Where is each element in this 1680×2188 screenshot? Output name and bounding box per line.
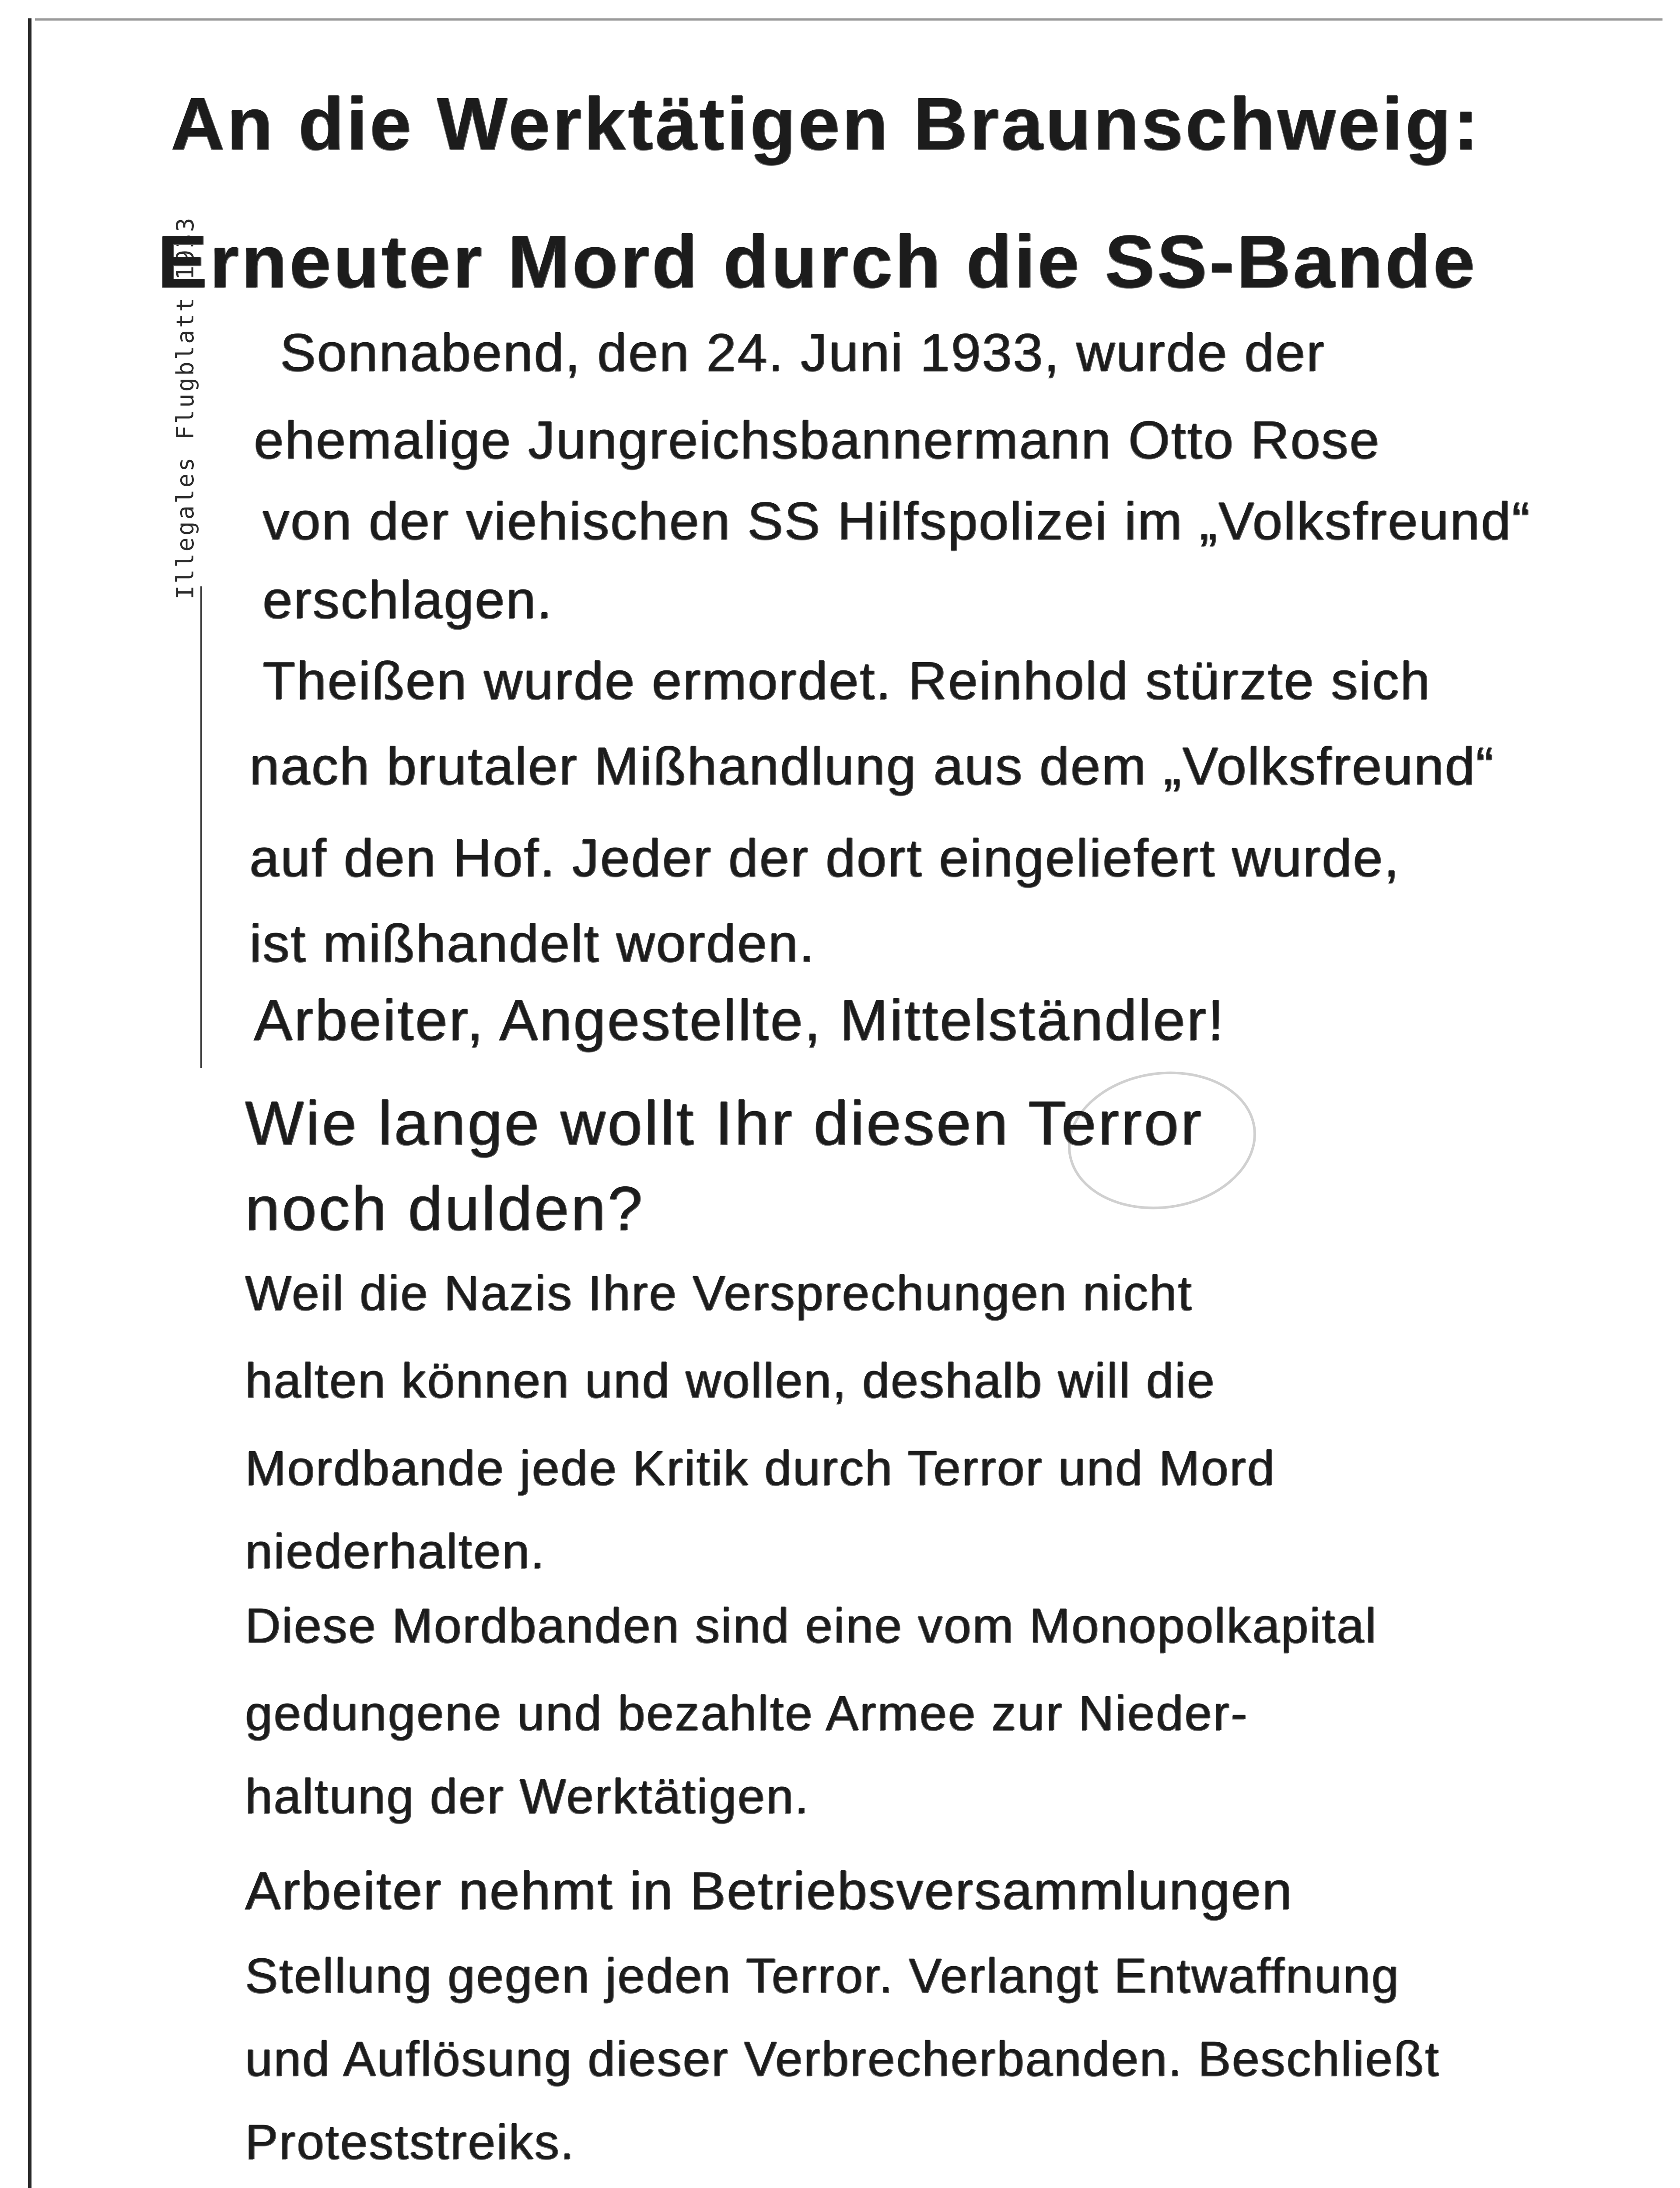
paragraph-1-line-1: Sonnabend, den 24. Juni 1933, wurde der [280,323,1326,382]
title-line-2: Erneuter Mord durch die SS-Bande [158,220,1477,303]
paragraph-7-line-4: Proteststreiks. [245,2114,575,2169]
paragraph-4-line-2: noch dulden? [245,1174,644,1243]
paragraph-2-line-1: Theißen wurde ermordet. Reinhold stürzte sich [262,651,1432,710]
side-label: Illegales Flugblatt 1933 [172,216,199,600]
side-label-rule [200,586,202,1068]
paragraph-1-line-3: von der viehischen SS Hilfspolizei im „Volksfreund“ [262,491,1531,551]
paragraph-4-line-1: Wie lange wollt Ihr diesen Terror [245,1088,1204,1158]
page-edge-top [35,18,1662,21]
paragraph-6-line-1: Diese Mordbanden sind eine vom Monopolkapital [245,1598,1378,1653]
paragraph-5-line-4: niederhalten. [245,1524,546,1578]
paragraph-1-line-2: ehemalige Jungreichsbannermann Otto Rose [254,410,1381,470]
paragraph-3-line-1: Arbeiter, Angestellte, Mittelständler! [254,988,1226,1052]
paragraph-6-line-2: gedungene und bezahlte Armee zur Nieder- [245,1686,1249,1740]
paragraph-6-line-3: haltung der Werktätigen. [245,1769,810,1823]
title-line-1: An die Werktätigen Braunschweig: [171,82,1481,165]
paragraph-5-line-3: Mordbande jede Kritik durch Terror und Mord [245,1441,1276,1495]
paragraph-7-line-3: und Auflösung dieser Verbrecherbanden. Beschließt [245,2031,1440,2086]
page-edge-left [28,18,32,2188]
paragraph-2-line-3: auf den Hof. Jeder der dort eingeliefert wurde, [249,828,1400,887]
paragraph-5-line-1: Weil die Nazis Ihre Versprechungen nicht [245,1266,1193,1320]
paragraph-7-line-1: Arbeiter nehmt in Betriebsversammlungen [245,1861,1293,1920]
paragraph-2-line-2: nach brutaler Mißhandlung aus dem „Volksfreund“ [249,736,1495,796]
paragraph-2-line-4: ist mißhandelt worden. [249,913,816,973]
paragraph-1-line-4: erschlagen. [262,570,553,629]
paragraph-5-line-2: halten können und wollen, deshalb will die [245,1353,1216,1408]
paragraph-7-line-2: Stellung gegen jeden Terror. Verlangt Entwaffnung [245,1948,1400,2003]
